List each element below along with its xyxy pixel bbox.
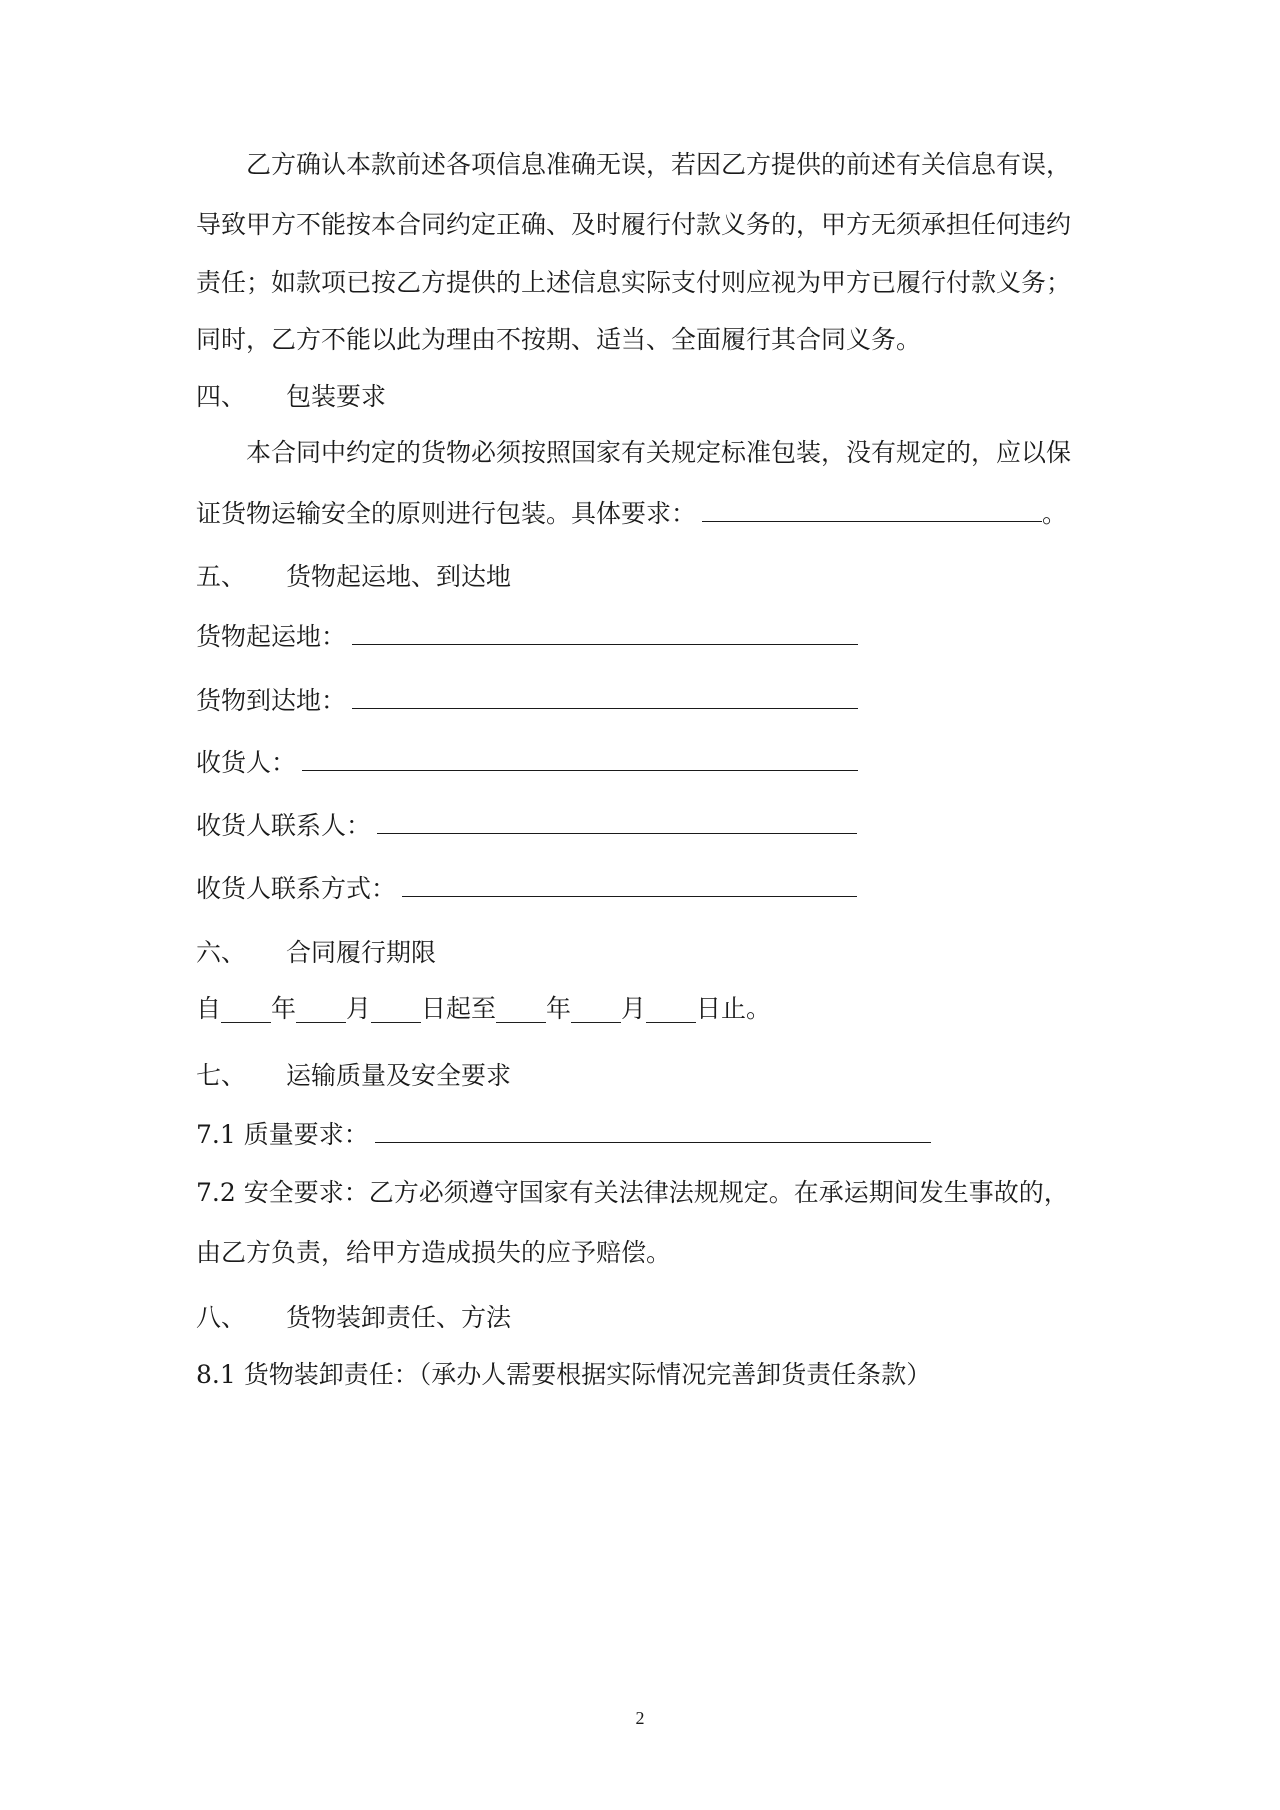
section-4-heading [196,382,386,412]
destination-row [196,684,858,716]
section-4-number: 四、 [196,382,247,411]
consignee-contact-label: 收货人联系人： [196,811,372,840]
quality-row [196,1118,931,1150]
packaging-line-2 [196,497,1067,529]
confirm-paragraph-line-4: 同时，乙方不能以此为理由不按期、适当、全面履行其合同义务。 [196,325,922,354]
section-8-heading [196,1303,511,1333]
packaging-requirement-field[interactable] [702,497,1042,522]
confirm-paragraph-line-2: 导致甲方不能按本合同约定正确、及时履行付款义务的，甲方无须承担任何违约 [196,210,1072,239]
contract-period-line: 自____年____月____日起至____年____月____日止。 [196,994,772,1023]
section-4-title: 包装要求 [286,382,387,411]
section-8-number: 八、 [196,1303,247,1332]
section-6-heading [196,938,436,968]
consignee-contact-field[interactable] [377,809,857,834]
packaging-line-end: 。 [1042,499,1068,528]
section-5-number: 五、 [196,562,247,591]
quality-label: 7.1 质量要求： [196,1120,369,1149]
safety-line-2: 由乙方负责，给甲方造成损失的应予赔偿。 [196,1238,672,1267]
consignee-contact-method-row [196,872,857,904]
loading-responsibility-line: 8.1 货物装卸责任：（承办人需要根据实际情况完善卸货责任条款） [196,1360,932,1389]
section-8-title: 货物装卸责任、方法 [286,1303,512,1332]
origin-label: 货物起运地： [196,622,347,651]
consignee-label: 收货人： [196,748,297,777]
origin-field[interactable] [352,620,858,645]
packaging-requirement-label: 证货物运输安全的原则进行包装。具体要求： [196,499,697,528]
section-5-heading [196,562,511,592]
page-number: 2 [635,1708,645,1728]
consignee-row [196,746,858,778]
consignee-contact-row [196,809,857,841]
confirm-paragraph-line-3: 责任；如款项已按乙方提供的上述信息实际支付则应视为甲方已履行付款义务； [196,268,1072,297]
section-5-title: 货物起运地、到达地 [286,562,512,591]
section-7-title: 运输质量及安全要求 [286,1061,512,1090]
origin-row [196,620,858,652]
destination-label: 货物到达地： [196,686,347,715]
destination-field[interactable] [352,684,858,709]
consignee-field[interactable] [302,746,858,771]
section-7-heading [196,1061,511,1091]
consignee-contact-method-label: 收货人联系方式： [196,874,397,903]
packaging-line-1: 本合同中约定的货物必须按照国家有关规定标准包装，没有规定的，应以保 [246,438,1072,467]
section-6-number: 六、 [196,938,247,967]
section-7-number: 七、 [196,1061,247,1090]
quality-field[interactable] [375,1118,931,1143]
consignee-contact-method-field[interactable] [402,872,857,897]
section-6-title: 合同履行期限 [286,938,437,967]
safety-line-1: 7.2 安全要求：乙方必须遵守国家有关法律法规规定。在承运期间发生事故的， [196,1178,1069,1207]
confirm-paragraph-line-1: 乙方确认本款前述各项信息准确无误，若因乙方提供的前述有关信息有误， [246,150,1072,179]
